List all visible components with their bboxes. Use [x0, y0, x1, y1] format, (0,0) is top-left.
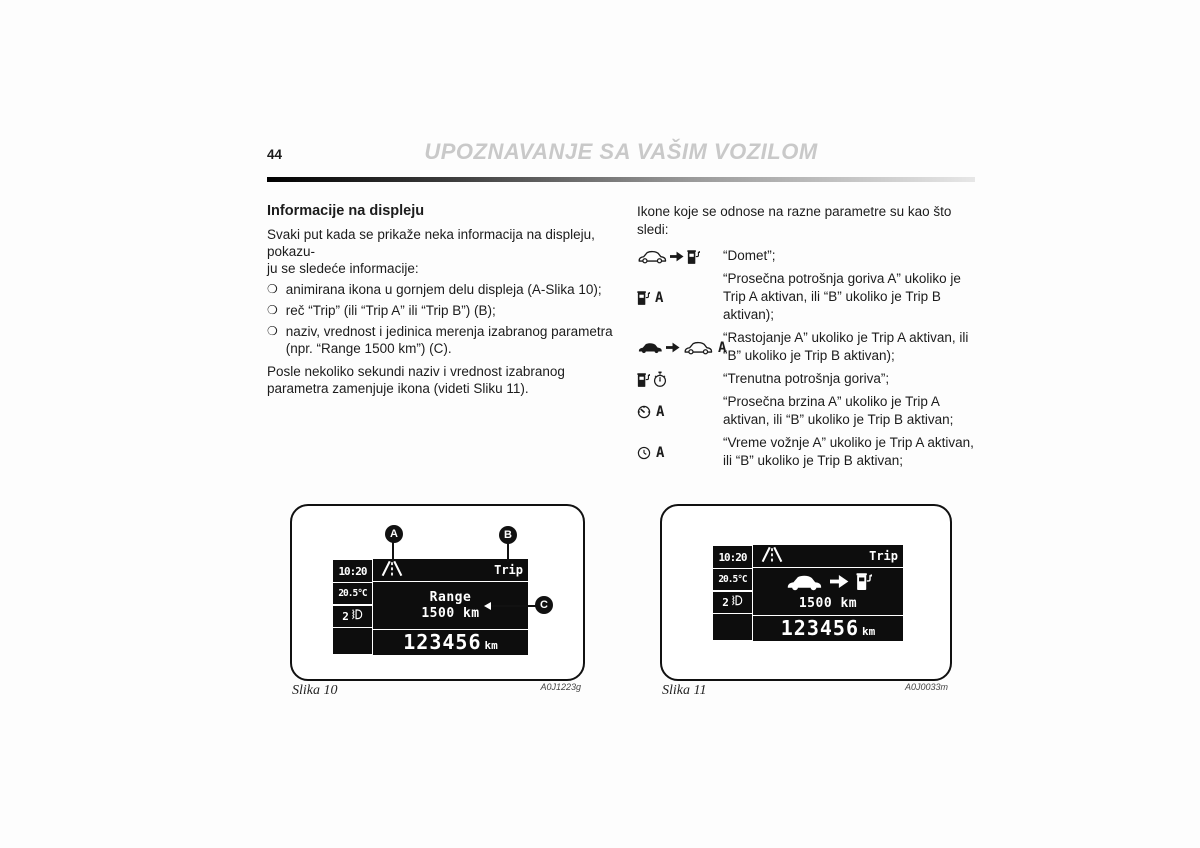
odometer-value: 123456	[780, 616, 859, 640]
display-empty-cell	[332, 627, 373, 656]
parameter-icons	[637, 270, 723, 324]
display-temperature: 20.5°C	[712, 568, 753, 592]
odometer-strip	[373, 629, 528, 655]
odometer-strip	[753, 615, 903, 641]
left-column	[267, 203, 614, 401]
page-title: UPOZNAVANJE SA VAŠIM VOZILOM	[424, 139, 818, 164]
intro-paragraph	[267, 226, 614, 277]
circle-bullet-icon: ❍	[267, 324, 278, 338]
arrow-right-icon	[666, 342, 680, 353]
icon-legend-row	[637, 370, 977, 388]
list-item	[267, 302, 614, 319]
display-main-area	[753, 545, 903, 641]
icon-legend-row	[637, 270, 977, 324]
intro-line-1: Svaki put kada se prikaže neka informacija na displeju, pokazu-	[267, 227, 595, 259]
icon-legend	[637, 247, 977, 470]
parameter-name: Range	[429, 590, 472, 605]
display-left-column	[712, 545, 753, 641]
parameter-value: 1500 km	[421, 606, 480, 621]
headlight-leveling-icon	[350, 609, 363, 623]
callout-b-line	[507, 543, 509, 562]
display-temperature: 20.5°C	[332, 582, 373, 606]
figure-frame	[290, 504, 585, 681]
trip-letter: A	[656, 403, 665, 420]
car-solid-icon	[785, 573, 823, 595]
bullet-list	[267, 281, 614, 357]
arrow-right-icon	[830, 574, 849, 593]
fuel-pump-icon	[637, 372, 650, 388]
display-clock: 10:20	[712, 545, 753, 569]
figure-frame	[660, 504, 952, 681]
section-heading: Informacije na displeju	[267, 203, 425, 219]
callout-a-line	[392, 542, 394, 561]
motorway-icon	[759, 546, 785, 567]
headlight-level-cell	[332, 604, 373, 628]
parameter-description: “Prosečna brzina A” ukoliko je Trip A aktivan, ili “B” ukoliko je Trip B aktivan;	[723, 394, 954, 427]
fuel-pump-icon	[687, 249, 700, 265]
figure-caption: Slika 10	[292, 683, 338, 698]
trip-computer-display	[712, 545, 903, 641]
parameter-description: “Prosečna potrošnja goriva A” ukoliko je Trip A aktivan, ili “B” ukoliko je Trip B aktivan);	[723, 271, 961, 322]
headlight-level-value: 2	[722, 595, 729, 609]
icon-legend-row	[637, 247, 977, 265]
figure-slika-11	[660, 504, 952, 704]
parameter-description: “Domet”;	[723, 248, 776, 263]
parameter-description: “Rastojanje A” ukoliko je Trip A aktivan, ili “B” ukoliko je Trip B aktivan);	[723, 330, 969, 363]
figure-code: A0J1223g	[540, 682, 581, 692]
range-animation-icons	[785, 572, 872, 595]
parameter-icons	[637, 329, 727, 365]
parameter-icons	[637, 370, 723, 388]
odometer-unit: km	[862, 625, 876, 638]
parameter-value: 1500 km	[798, 596, 858, 611]
parameter-icons	[637, 393, 723, 429]
parameter-description: “Trenutna potrošnja goriva”;	[723, 371, 890, 386]
list-item	[267, 323, 614, 357]
callout-c-line	[490, 605, 536, 607]
odometer-value: 123456	[403, 630, 482, 654]
car-outline-icon	[637, 249, 667, 264]
intro-line-2: ju se sledeće informacije:	[267, 261, 419, 276]
display-parameter-area	[753, 568, 903, 615]
bullet-text: naziv, vrednost i jedinica merenja izabranog parametra (npr. “Range 1500 km”) (C).	[285, 324, 613, 356]
parameter-icons	[637, 247, 723, 265]
arrow-right-icon	[670, 251, 684, 262]
display-empty-cell	[712, 613, 753, 642]
display-clock: 10:20	[332, 559, 373, 583]
icon-legend-row	[637, 329, 977, 365]
car-solid-icon	[637, 341, 663, 354]
parameter-description: “Vreme vožnje A” ukoliko je Trip A aktivan, ili “B” ukoliko je Trip B aktivan;	[723, 435, 974, 468]
fuel-pump-icon	[637, 290, 650, 306]
car-outline-icon	[683, 340, 713, 355]
right-column	[637, 203, 977, 475]
trip-mode-label: Trip	[494, 563, 523, 577]
odometer-unit: km	[484, 639, 498, 652]
trip-letter: A	[718, 339, 727, 356]
trip-letter: A	[656, 444, 665, 461]
figure-caption: Slika 11	[662, 683, 707, 698]
header-divider-bar	[267, 177, 975, 182]
callout-c-arrow	[484, 602, 491, 610]
clock-icon	[637, 446, 651, 460]
display-main-area	[373, 559, 528, 655]
circle-bullet-icon: ❍	[267, 282, 278, 296]
bullet-text: reč “Trip” (ili “Trip A” ili “Trip B”) (B);	[285, 303, 496, 318]
parameter-icons	[637, 434, 723, 470]
display-top-strip	[753, 545, 903, 568]
callout-a: A	[385, 525, 403, 543]
figure-slika-10	[290, 504, 585, 704]
trip-mode-label: Trip	[869, 549, 898, 563]
display-left-column	[332, 559, 373, 655]
display-top-strip	[373, 559, 528, 582]
stopwatch-icon	[653, 371, 667, 388]
trip-computer-display	[332, 559, 528, 655]
trip-letter: A	[655, 289, 664, 306]
icon-legend-intro: Ikone koje se odnose na razne parametre su kao što sledi:	[637, 204, 952, 237]
outro-paragraph: Posle nekoliko sekundi naziv i vrednost izabranog parametra zamenjuje ikona (videti Sliku 11).	[267, 364, 565, 396]
icon-legend-row	[637, 393, 977, 429]
icon-legend-row	[637, 434, 977, 470]
motorway-icon	[379, 560, 405, 581]
bullet-text: animirana ikona u gornjem delu displeja (A-Slika 10);	[285, 282, 602, 297]
list-item	[267, 281, 614, 298]
fuel-pump-icon	[856, 572, 872, 595]
headlight-leveling-icon	[730, 595, 743, 609]
headlight-level-cell	[712, 590, 753, 614]
callout-b: B	[499, 526, 517, 544]
callout-c: C	[535, 596, 553, 614]
speedometer-icon	[637, 405, 651, 419]
page-number: 44	[267, 147, 283, 162]
figure-code: A0J0033m	[904, 682, 948, 692]
headlight-level-value: 2	[342, 609, 349, 623]
circle-bullet-icon: ❍	[267, 303, 278, 317]
